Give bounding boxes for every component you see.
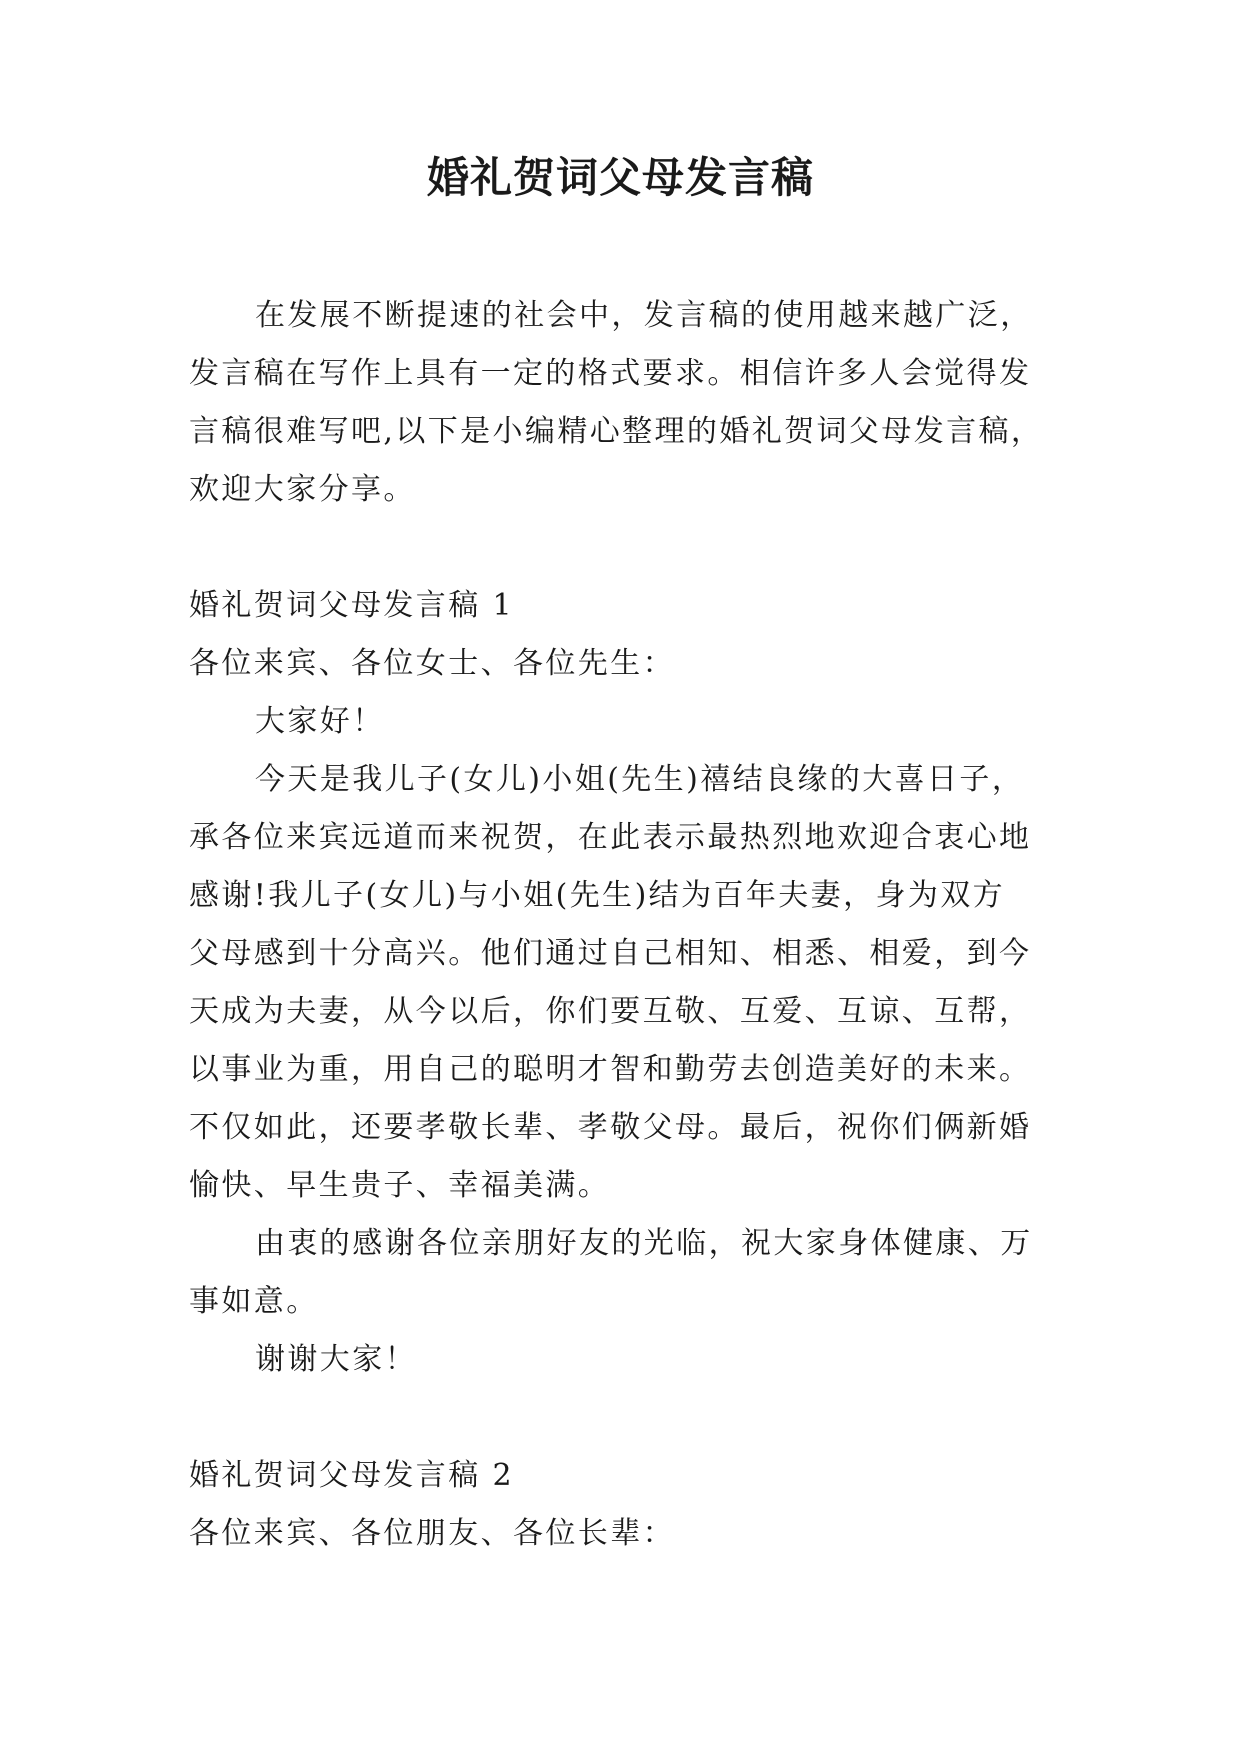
section2-salutation: 各位来宾、各位朋友、各位长辈： xyxy=(189,1516,675,1551)
section1-para1-line-2: 承各位来宾远道而来祝贺，在此表示最热烈地欢迎合衷心地 xyxy=(189,820,1032,855)
section1-greeting: 大家好！ xyxy=(255,704,385,739)
section1-para1-line-4: 父母感到十分高兴。他们通过自己相知、相悉、相爱，到今 xyxy=(189,936,1032,971)
section1-para1-line-8: 愉快、早生贵子、幸福美满。 xyxy=(189,1168,611,1203)
intro-line-3: 言稿很难写吧,以下是小编精心整理的婚礼贺词父母发言稿， xyxy=(189,414,1044,449)
section1-heading: 婚礼贺词父母发言稿 1 xyxy=(189,588,515,623)
section1-para1-line-6: 以事业为重，用自己的聪明才智和勤劳去创造美好的未来。 xyxy=(189,1052,1032,1087)
section1-para1-line-3: 感谢!我儿子(女儿)与小姐(先生)结为百年夫妻，身为双方 xyxy=(189,878,1006,913)
section1-closing: 谢谢大家！ xyxy=(255,1342,417,1377)
section1-para1-line-5: 天成为夫妻，从今以后，你们要互敬、互爱、互谅、互帮， xyxy=(189,994,1032,1029)
intro-line-2: 发言稿在写作上具有一定的格式要求。相信许多人会觉得发 xyxy=(189,356,1032,391)
section1-para1-line-1: 今天是我儿子(女儿)小姐(先生)禧结良缘的大喜日子， xyxy=(255,762,1025,797)
document-title: 婚礼贺词父母发言稿 xyxy=(426,153,814,202)
section1-para2-line-1: 由衷的感谢各位亲朋好友的光临，祝大家身体健康、万 xyxy=(255,1226,1033,1261)
section1-para2-line-2: 事如意。 xyxy=(189,1284,319,1319)
intro-line-4: 欢迎大家分享。 xyxy=(189,472,416,507)
section2-heading: 婚礼贺词父母发言稿 2 xyxy=(189,1458,515,1493)
intro-line-1: 在发展不断提速的社会中，发言稿的使用越来越广泛， xyxy=(255,298,1033,333)
section1-salutation: 各位来宾、各位女士、各位先生： xyxy=(189,646,675,681)
section1-para1-line-7: 不仅如此，还要孝敬长辈、孝敬父母。最后，祝你们俩新婚 xyxy=(189,1110,1032,1145)
